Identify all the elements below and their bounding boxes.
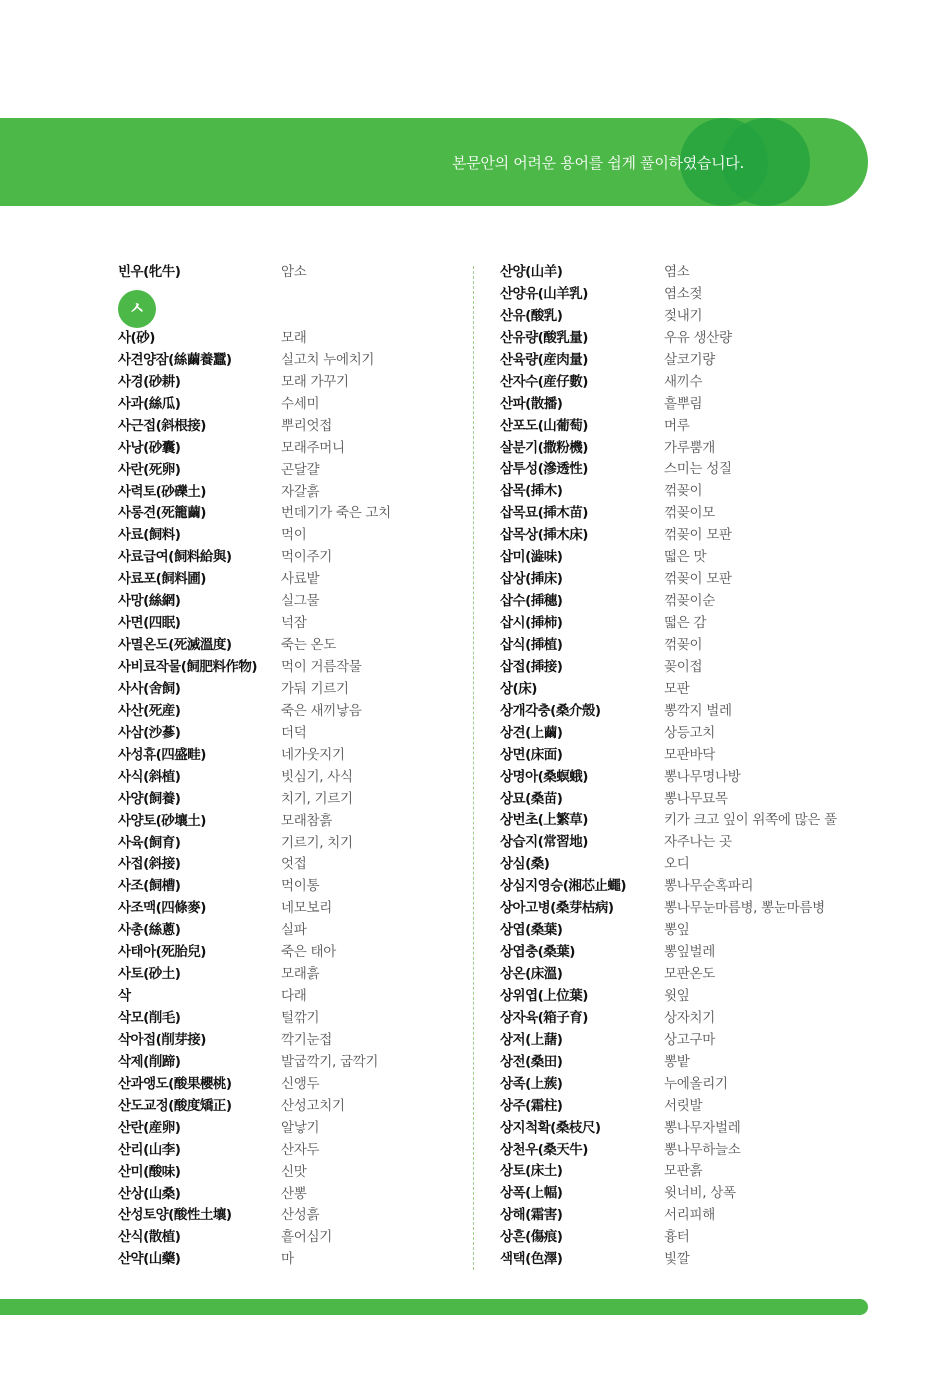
- glossary-entry: [500, 1249, 900, 1271]
- glossary-term: 산상(山桑): [118, 1185, 181, 1202]
- glossary-entry: [118, 1052, 458, 1074]
- glossary-entry: [118, 394, 458, 416]
- glossary-entry: [500, 1096, 900, 1118]
- glossary-entry: [118, 635, 458, 657]
- glossary-term: 삽상(揷床): [500, 571, 563, 588]
- glossary-column-right: [500, 262, 900, 1271]
- glossary-definition: 치기, 기르기: [281, 790, 353, 807]
- glossary-entry: [118, 1096, 458, 1118]
- glossary-definition: 젖내기: [664, 307, 703, 324]
- glossary-entry: [500, 1118, 900, 1140]
- glossary-entry: [118, 1184, 458, 1206]
- glossary-definition: 가둬 기르기: [281, 680, 349, 697]
- glossary-entry: [118, 613, 458, 635]
- glossary-entry: [118, 701, 458, 723]
- glossary-entry: [118, 525, 458, 547]
- glossary-term: 삭제(削蹄): [118, 1053, 181, 1070]
- glossary-term: 상(床): [500, 680, 537, 697]
- glossary-definition: 뽕나무자벌레: [664, 1119, 741, 1136]
- glossary-entry: [118, 745, 458, 767]
- glossary-definition: 오디: [664, 856, 690, 873]
- glossary-term: 상엽(桑葉): [500, 922, 563, 939]
- glossary-definition: 모래주머니: [281, 439, 345, 456]
- glossary-definition: 마: [281, 1251, 294, 1268]
- glossary-term: 사료(飼料): [118, 527, 181, 544]
- glossary-term: 상심(桑): [500, 856, 550, 873]
- glossary-term: 상명아(桑螟蛾): [500, 768, 588, 785]
- glossary-definition: 네가웃지기: [281, 746, 345, 763]
- glossary-definition: 먹이 거름작물: [281, 659, 362, 675]
- glossary-definition: 산성흙: [281, 1207, 320, 1224]
- glossary-definition: 빗심기, 사식: [281, 768, 353, 785]
- glossary-term: 사낭(砂囊): [118, 439, 181, 456]
- glossary-definition: 먹이주기: [281, 549, 332, 566]
- glossary-entry: [118, 1074, 458, 1096]
- glossary-term: 삽수(揷穗): [500, 593, 563, 610]
- glossary-definition: 네모보리: [281, 900, 332, 917]
- glossary-definition: 모래흙: [281, 966, 320, 983]
- glossary-entry: [500, 810, 900, 832]
- glossary-definition: 꺾꽂이모: [664, 505, 715, 522]
- glossary-definition: 죽은 새끼낳음: [281, 702, 362, 719]
- glossary-term: 사삼(沙蔘): [118, 724, 181, 741]
- glossary-entry: [500, 481, 900, 503]
- glossary-term: 사토(砂土): [118, 966, 181, 983]
- glossary-term: 산식(散植): [118, 1229, 181, 1246]
- glossary-term: 사력토(砂礫土): [118, 483, 206, 500]
- glossary-entry: [118, 964, 458, 986]
- glossary-term: 살분기(撒粉機): [500, 439, 588, 456]
- glossary-definition: 상자치기: [664, 1009, 715, 1026]
- glossary-definition: 모판: [664, 680, 690, 697]
- glossary-definition: 모판온도: [664, 966, 715, 982]
- glossary-definition: 뽕나무명나방: [664, 768, 741, 785]
- glossary-definition: 꽂이접: [664, 658, 703, 675]
- glossary-definition: 먹이: [281, 527, 307, 544]
- glossary-definition: 윗잎: [664, 987, 690, 1004]
- glossary-entry: [118, 482, 458, 504]
- glossary-term: 사양(飼養): [118, 790, 181, 807]
- glossary-entry: [500, 942, 900, 964]
- glossary-entry: [118, 920, 458, 942]
- glossary-entry: [500, 1052, 900, 1074]
- glossary-term: 사조(飼槽): [118, 878, 181, 895]
- glossary-entry: [500, 416, 900, 438]
- glossary-term: 삭아접(削芽接): [118, 1031, 206, 1048]
- glossary-definition: 수세미: [281, 395, 320, 412]
- glossary-term: 사태아(死胎兒): [118, 944, 206, 961]
- glossary-entry: [500, 876, 900, 898]
- glossary-entry: [500, 1205, 900, 1227]
- glossary-entry: [500, 964, 900, 986]
- glossary-term: 상묘(桑苗): [500, 790, 563, 807]
- glossary-definition: 알낳기: [281, 1119, 320, 1136]
- glossary-entry: [500, 438, 900, 460]
- glossary-definition: 스미는 성질: [664, 461, 732, 478]
- glossary-definition: 새끼수: [664, 373, 703, 390]
- glossary-term: 삽미(澁味): [500, 549, 563, 566]
- glossary-term: 사근접(斜根接): [118, 417, 206, 434]
- glossary-term: 상토(床土): [500, 1163, 563, 1180]
- glossary-term: 산육량(産肉量): [500, 351, 588, 368]
- glossary-definition: 흩어심기: [281, 1229, 332, 1246]
- glossary-term: 사료급여(飼料給與): [118, 549, 232, 566]
- glossary-term: 사망(絲網): [118, 593, 181, 610]
- glossary-term: 상흔(傷痕): [500, 1229, 563, 1246]
- glossary-definition: 모판흙: [664, 1163, 703, 1180]
- glossary-definition: 산뽕: [281, 1185, 307, 1202]
- glossary-entry: [118, 1205, 458, 1227]
- glossary-definition: 산성고치기: [281, 1097, 345, 1114]
- glossary-definition: 뽕깍지 벌레: [664, 702, 732, 719]
- glossary-definition: 번데기가 죽은 고치: [281, 505, 391, 522]
- glossary-term: 상번초(上繁草): [500, 812, 588, 829]
- glossary-term: 산유(酸乳): [500, 307, 563, 324]
- glossary-term: 상자육(箱子育): [500, 1009, 588, 1026]
- glossary-term: 삭: [118, 988, 131, 1005]
- glossary-entry: [118, 1162, 458, 1184]
- glossary-term: 상엽충(桑葉): [500, 944, 575, 961]
- glossary-entry: [500, 854, 900, 876]
- glossary-term: 상심지영승(湘芯止蠅): [500, 878, 627, 895]
- glossary-definition: 떫은 감: [664, 615, 707, 631]
- glossary-term: 산과앵도(酸果櫻桃): [118, 1075, 232, 1092]
- glossary-term: 색택(色澤): [500, 1251, 563, 1268]
- glossary-definition: 꺾꽂이순: [664, 593, 715, 610]
- glossary-definition: 신맛: [281, 1163, 307, 1180]
- glossary-definition: 죽은 태아: [281, 944, 336, 961]
- glossary-definition: 실파: [281, 922, 307, 939]
- glossary-entry: [500, 832, 900, 854]
- glossary-definition: 서리피해: [664, 1207, 715, 1224]
- glossary-definition: 자주나는 곳: [664, 834, 732, 851]
- glossary-definition: 우유 생산량: [664, 329, 732, 346]
- glossary-term: 사양토(砂壤土): [118, 812, 206, 829]
- glossary-entry: [500, 394, 900, 416]
- footer-bar: [0, 1299, 868, 1315]
- glossary-term: 상면(床面): [500, 746, 563, 763]
- glossary-entry: [118, 898, 458, 920]
- glossary-entry: [500, 1008, 900, 1030]
- glossary-definition: 염소: [664, 264, 690, 280]
- glossary-term: 상위엽(上位葉): [500, 987, 588, 1004]
- glossary-entry: [500, 459, 900, 481]
- glossary-term: 삼투성(滲透性): [500, 461, 588, 478]
- glossary-entry: [500, 701, 900, 723]
- glossary-entry: [500, 679, 900, 701]
- glossary-definition: 뽕밭: [664, 1053, 690, 1070]
- glossary-term: 산양(山羊): [500, 264, 563, 280]
- glossary-definition: 꺾꽂이: [664, 483, 703, 500]
- glossary-term: 상천우(桑天牛): [500, 1141, 588, 1158]
- glossary-term: 사과(絲瓜): [118, 395, 181, 412]
- glossary-term: 삽접(揷接): [500, 658, 563, 675]
- glossary-definition: 누에올리기: [664, 1075, 728, 1092]
- glossary-definition: 뽕잎벌레: [664, 944, 715, 961]
- glossary-entry: [500, 350, 900, 372]
- glossary-term: 사비료작물(飼肥料作物): [118, 659, 258, 675]
- glossary-definition: 뿌리엇접: [281, 417, 332, 434]
- glossary-entry: [118, 416, 458, 438]
- glossary-entry: [118, 679, 458, 701]
- glossary-entry: [118, 986, 458, 1008]
- glossary-column-left: [118, 262, 458, 1271]
- glossary-term: 산리(山李): [118, 1141, 181, 1158]
- glossary-entry: [500, 986, 900, 1008]
- glossary-definition: 꺾꽂이 모판: [664, 527, 732, 544]
- glossary-definition: 실그물: [281, 593, 320, 610]
- glossary-entry: [118, 372, 458, 394]
- glossary-definition: 뽕잎: [664, 922, 690, 939]
- glossary-term: 사사(舍飼): [118, 680, 181, 697]
- glossary-term: 사란(死卵): [118, 461, 181, 478]
- glossary-entry: [118, 350, 458, 372]
- glossary-term: 상습지(常習地): [500, 834, 588, 851]
- glossary-entry: [500, 1161, 900, 1183]
- glossary-entry: [500, 898, 900, 920]
- glossary-term: 삭모(削毛): [118, 1010, 181, 1026]
- glossary-entry: [118, 262, 458, 284]
- glossary-definition: 윗너비, 상폭: [664, 1185, 736, 1202]
- glossary-term: 사경(砂耕): [118, 373, 181, 390]
- glossary-definition: 암소: [281, 264, 307, 280]
- glossary-entry: [500, 569, 900, 591]
- glossary-term: 산약(山藥): [118, 1251, 181, 1268]
- glossary-term: 삽목(揷木): [500, 483, 563, 500]
- glossary-definition: 사료밭: [281, 571, 320, 588]
- glossary-entry: [500, 745, 900, 767]
- glossary-term: 사료포(飼料圃): [118, 571, 206, 588]
- glossary-definition: 다래: [281, 988, 307, 1005]
- glossary-definition: 떫은 맛: [664, 549, 707, 566]
- glossary-term: 삽목상(揷木床): [500, 527, 588, 544]
- glossary-definition: 상등고치: [664, 724, 715, 741]
- header-text: 본문안의 어려운 용어를 쉽게 풀이하였습니다.: [452, 154, 744, 172]
- glossary-entry: [118, 591, 458, 613]
- glossary-definition: 산자두: [281, 1141, 320, 1158]
- glossary-definition: 발굽깍기, 굽깍기: [281, 1053, 379, 1070]
- glossary-entry: [118, 503, 458, 525]
- glossary-definition: 털깎기: [281, 1010, 320, 1026]
- glossary-definition: 살코기량: [664, 351, 715, 368]
- glossary-entry: [500, 525, 900, 547]
- glossary-term: 산자수(産仔數): [500, 373, 588, 390]
- glossary-term: 삽목묘(揷木苗): [500, 505, 588, 522]
- glossary-entry: [500, 372, 900, 394]
- glossary-term: 사(砂): [118, 329, 155, 346]
- glossary-definition: 꺾꽂이: [664, 636, 703, 653]
- glossary-definition: 넉잠: [281, 615, 307, 632]
- glossary-term: 산파(散播): [500, 395, 563, 412]
- glossary-entry: [118, 854, 458, 876]
- glossary-term: 사식(斜植): [118, 768, 181, 785]
- glossary-definition: 자갈흙: [281, 483, 320, 500]
- glossary-entry: [500, 1140, 900, 1162]
- glossary-term: 사총(絲蔥): [118, 922, 181, 939]
- glossary-definition: 더덕: [281, 724, 307, 741]
- glossary-definition: 가루뿜개: [664, 439, 715, 456]
- glossary-entry: [118, 657, 458, 679]
- glossary-term: 사롱견(死籠繭): [118, 505, 206, 522]
- glossary-entry: [500, 767, 900, 789]
- glossary-entry: [118, 1118, 458, 1140]
- glossary-definition: 곤달걀: [281, 461, 320, 478]
- glossary-term: 산미(酸味): [118, 1163, 181, 1180]
- glossary-term: 상지척확(桑枝尺): [500, 1119, 601, 1136]
- glossary-term: 사성휴(四盛畦): [118, 746, 206, 763]
- glossary-entry: [118, 723, 458, 745]
- glossary-term: 상족(上蔟): [500, 1075, 563, 1092]
- glossary-term: 산포도(山葡萄): [500, 417, 588, 434]
- glossary-term: 상온(床溫): [500, 966, 563, 982]
- glossary-term: 사조맥(四條麥): [118, 900, 206, 917]
- glossary-term: 사면(四眠): [118, 615, 181, 632]
- glossary-definition: 모래: [281, 329, 307, 346]
- glossary-definition: 흩뿌림: [664, 395, 703, 412]
- glossary-entry: [500, 262, 900, 284]
- glossary-entry: [118, 1140, 458, 1162]
- glossary-definition: 깍기눈접: [281, 1031, 332, 1048]
- glossary-entry: [118, 767, 458, 789]
- glossary-definition: 키가 크고 잎이 위쪽에 많은 풀: [664, 812, 837, 829]
- glossary-term: 상저(上藷): [500, 1031, 563, 1048]
- glossary-definition: 흉터: [664, 1229, 690, 1246]
- glossary-definition: 서릿발: [664, 1097, 703, 1114]
- glossary-entry: [500, 613, 900, 635]
- glossary-entry: [118, 1030, 458, 1052]
- glossary-definition: 먹이통: [281, 878, 320, 895]
- glossary-term: 상폭(上幅): [500, 1185, 563, 1202]
- glossary-term: 산양유(山羊乳): [500, 285, 588, 302]
- glossary-entry: [500, 1183, 900, 1205]
- glossary-entry: [500, 306, 900, 328]
- glossary-entry: [500, 920, 900, 942]
- glossary-term: 빈우(牝牛): [118, 264, 181, 280]
- glossary-definition: 상고구마: [664, 1031, 715, 1048]
- glossary-entry: [500, 284, 900, 306]
- glossary-entry: [500, 591, 900, 613]
- glossary-entry: [118, 876, 458, 898]
- glossary-entry: [500, 1227, 900, 1249]
- glossary-entry: [118, 789, 458, 811]
- glossary-entry: [118, 460, 458, 482]
- glossary-definition: 기르기, 치기: [281, 834, 353, 851]
- glossary-term: 산유량(酸乳量): [500, 329, 588, 346]
- glossary-definition: 뽕나무눈마름병, 뽕눈마름병: [664, 900, 825, 917]
- glossary-entry: [500, 635, 900, 657]
- glossary-entry: [118, 547, 458, 569]
- glossary-entry: [118, 833, 458, 855]
- glossary-entry: [500, 328, 900, 350]
- glossary-definition: 신앵두: [281, 1075, 320, 1092]
- glossary-entry: [500, 789, 900, 811]
- glossary-definition: 모판바닥: [664, 746, 715, 763]
- glossary-term: 상해(霜害): [500, 1207, 563, 1224]
- glossary-definition: 꺾꽂이 모판: [664, 571, 732, 588]
- glossary-term: 사접(斜接): [118, 856, 181, 873]
- glossary-entry: [500, 723, 900, 745]
- glossary-definition: 모래 가꾸기: [281, 373, 349, 390]
- glossary-entry: [500, 1030, 900, 1052]
- glossary-term: 삽식(揷植): [500, 636, 563, 653]
- glossary-entry: [118, 1227, 458, 1249]
- glossary-entry: [118, 1008, 458, 1030]
- glossary-term: 사산(死産): [118, 702, 181, 719]
- glossary-term: 상아고병(桑芽枯病): [500, 900, 614, 917]
- section-header: [118, 284, 458, 328]
- glossary-definition: 엇접: [281, 856, 307, 873]
- glossary-term: 상전(桑田): [500, 1053, 563, 1070]
- glossary-entry: [118, 328, 458, 350]
- glossary-term: 산도교정(酸度矯正): [118, 1097, 232, 1114]
- glossary-definition: 머루: [664, 417, 690, 434]
- glossary-entry: [118, 811, 458, 833]
- glossary-entry: [500, 547, 900, 569]
- glossary-definition: 뽕나무하늘소: [664, 1141, 741, 1158]
- header-banner: [0, 118, 868, 206]
- glossary-definition: 뽕나무순혹파리: [664, 878, 754, 895]
- glossary-term: 사육(飼育): [118, 834, 181, 851]
- glossary-definition: 실고치 누에치기: [281, 351, 375, 368]
- glossary-term: 사견양잠(絲繭養蠶): [118, 351, 232, 368]
- glossary-term: 삽시(揷柿): [500, 615, 563, 631]
- section-badge: ㅅ: [118, 290, 156, 328]
- glossary-entry: [118, 569, 458, 591]
- glossary-entry: [118, 438, 458, 460]
- glossary-term: 상개각충(桑介殼): [500, 702, 601, 719]
- glossary-definition: 죽는 온도: [281, 637, 336, 654]
- glossary-term: 산성토양(酸性土壤): [118, 1207, 232, 1224]
- glossary-term: 상주(霜柱): [500, 1097, 563, 1114]
- glossary-entry: [500, 657, 900, 679]
- glossary-definition: 염소젖: [664, 285, 703, 302]
- glossary-definition: 모래참흙: [281, 812, 332, 829]
- glossary-definition: 뽕나무묘목: [664, 790, 728, 807]
- glossary-entry: [500, 1074, 900, 1096]
- glossary-entry: [118, 1249, 458, 1271]
- glossary-term: 상견(上繭): [500, 724, 563, 741]
- glossary-entry: [118, 942, 458, 964]
- glossary-term: 산란(産卵): [118, 1119, 181, 1136]
- glossary-term: 사멸온도(死滅溫度): [118, 637, 232, 654]
- glossary-definition: 빛깔: [664, 1251, 690, 1268]
- column-divider: [473, 266, 474, 1270]
- glossary-entry: [500, 503, 900, 525]
